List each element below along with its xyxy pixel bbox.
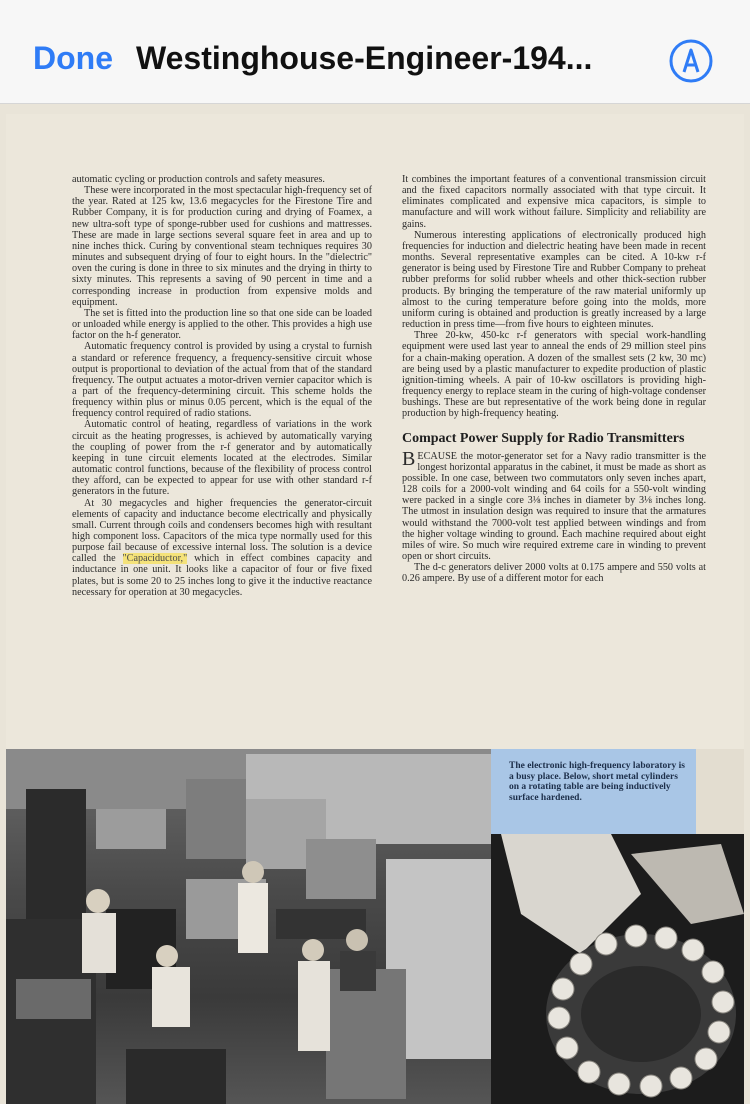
paragraph: Automatic frequency control is provided by using a crystal to furnish a standard or reference frequency, a frequency-sensitive circuit whose output is proportional to deviation of the actual from that of the standard frequency. The output actuates a motor-driven vernier capacitor which is a part of the frequency-determining circuit. This scheme holds the frequency within plus or minus 0.05 percent, which is the equal of the frequency control required of radio stations.	[72, 341, 372, 420]
done-button[interactable]: Done	[33, 40, 113, 76]
highlighted-text[interactable]: "Capaciductor,"	[122, 553, 188, 565]
section-heading: Compact Power Supply for Radio Transmitters	[402, 431, 685, 447]
document-title: Westinghouse-Engineer-194...	[136, 40, 593, 76]
document-page	[6, 114, 744, 1104]
induction-hardening-photo	[491, 834, 744, 1104]
paragraph	[402, 447, 706, 563]
paragraph: automatic cycling or production controls and safety measures.	[72, 174, 325, 185]
paragraph: The d-c generators deliver 2000 volts at 0.175 ampere and 550 volts at 0.26 ampere. By use of a different motor for each	[402, 562, 706, 585]
paragraph-text: At 30 megacycles and higher frequencies the generator-circuit elements of capacity and inductance become electrically and physically small. Current through coils and condensers becomes high with resultant high component loss. Capacitors of the mica type normally used for this purpose fail because of excessive internal loss. The solution is a device called the	[72, 497, 372, 565]
paragraph: It combines the important features of a conventional transmission circuit and the fixed capacitors normally associated with that type circuit. It eliminates complicated and expensive mica capacitors, is simple to manufacture and will work without failure. Simplicity and reliability are gains.	[402, 174, 706, 230]
laboratory-photo	[6, 749, 491, 1104]
paragraph: Automatic control of heating, regardless of variations in the work circuit as the heating progresses, is achieved by automatically varying the coupling of power from the r-f generator and by automatically keeping in tune circuit elements located at the electrodes. Similar automatic control functions, because of the flexibility of process control they afford, can be expected to appear for use with other standard r-f generators in the future.	[72, 419, 372, 498]
paragraph: Numerous interesting applications of electronically produced high frequencies for induction and dielectric heating have been made in recent months. Several representative examples can be cited. A 10-kw r-f generator is being used by Firestone Tire and Rubber Company to preheat rubber preforms for solid rubber wheels and other thick-section rubber products. By bringing the temperature of the raw material uniformly up almost to the curing temperature before going into the molds, more uniform curing is obtained and production is greatly increased by a large reduction in press time—from five hours to eighteen minutes.	[402, 229, 706, 331]
document-viewer[interactable]	[0, 104, 750, 1104]
drop-cap: B	[402, 447, 416, 470]
paragraph	[72, 498, 372, 598]
navigation-bar	[0, 0, 750, 104]
right-text-column	[402, 174, 706, 584]
paragraph: The set is fitted into the production line so that one side can be loaded or unloaded while energy is applied to the other. This provides a high use factor on the h-f generator.	[72, 307, 372, 342]
markup-pen-icon[interactable]	[668, 38, 714, 84]
paragraph-text: ECAUSE the motor-generator set for a Navy radio transmitter is the longest horizontal apparatus in the cabinet, it must be made as short as possible. In one case, between two commutators only seven inches apart, 128 coils for a 2000-volt winding and 64 coils for a 550-volt winding were packed in a single core 3⅛ inches in diameter by 3⅛ inches long. The utmost in insulation design was required to insure that the armatures would withstand the 7000-volt test applied between windings and from the higher voltage winding to ground. Each machine required about eight miles of wire. So much wire required extreme care in winding to prevent open or short circuits.	[402, 450, 706, 562]
paragraph: These were incorporated in the most spectacular high-frequency set of the year. Rated at 125 kw, 13.6 megacycles for the Firestone Tire and Rubber Company, it is for production curing and drying of Foamex, a new ultra-soft type of sponge-rubber used for cushions and mattresses. These are made in large sections several square feet in area and up to nine inches thick. Curing by conventional steam techniques requires 30 minutes and subsequent drying of four to eight hours. In the "dielectric" oven the curing is done in three to six minutes and the drying in thirty to sixty minutes. This represents a saving of 90 percent in time and a corresponding increase in production from expensive molds and equipment.	[72, 185, 372, 308]
page-margin	[696, 749, 744, 834]
photo-caption: The electronic high-frequency laboratory is a busy place. Below, short metal cylinders on a rotating table are being inductively surface hardened.	[491, 749, 696, 834]
paragraph: Three 20-kw, 450-kc r-f generators with special work-handling equipment were used last year to anneal the ends of 29 million steel pins for a chain-making operation. A dozen of the smallest sets (2 kw, 30 mc) are being used by a plastic manufacturer to expedite production of plastic ignition-timing wheels. A pair of 10-kw oscillators is providing high-frequency energy to replace steam in the curing of high-voltage condenser bushings. These are but representative of the work being done in regular production by high-frequency heating.	[402, 330, 706, 420]
left-text-column	[72, 174, 372, 598]
paragraph-text: which in effect combines capacity and inductance in one unit. It looks like a capacitor of four or five fixed plates, but is some 20 to 25 inches long to give it the inductive reactance necessary for operation at 30 megacycles.	[72, 553, 372, 598]
